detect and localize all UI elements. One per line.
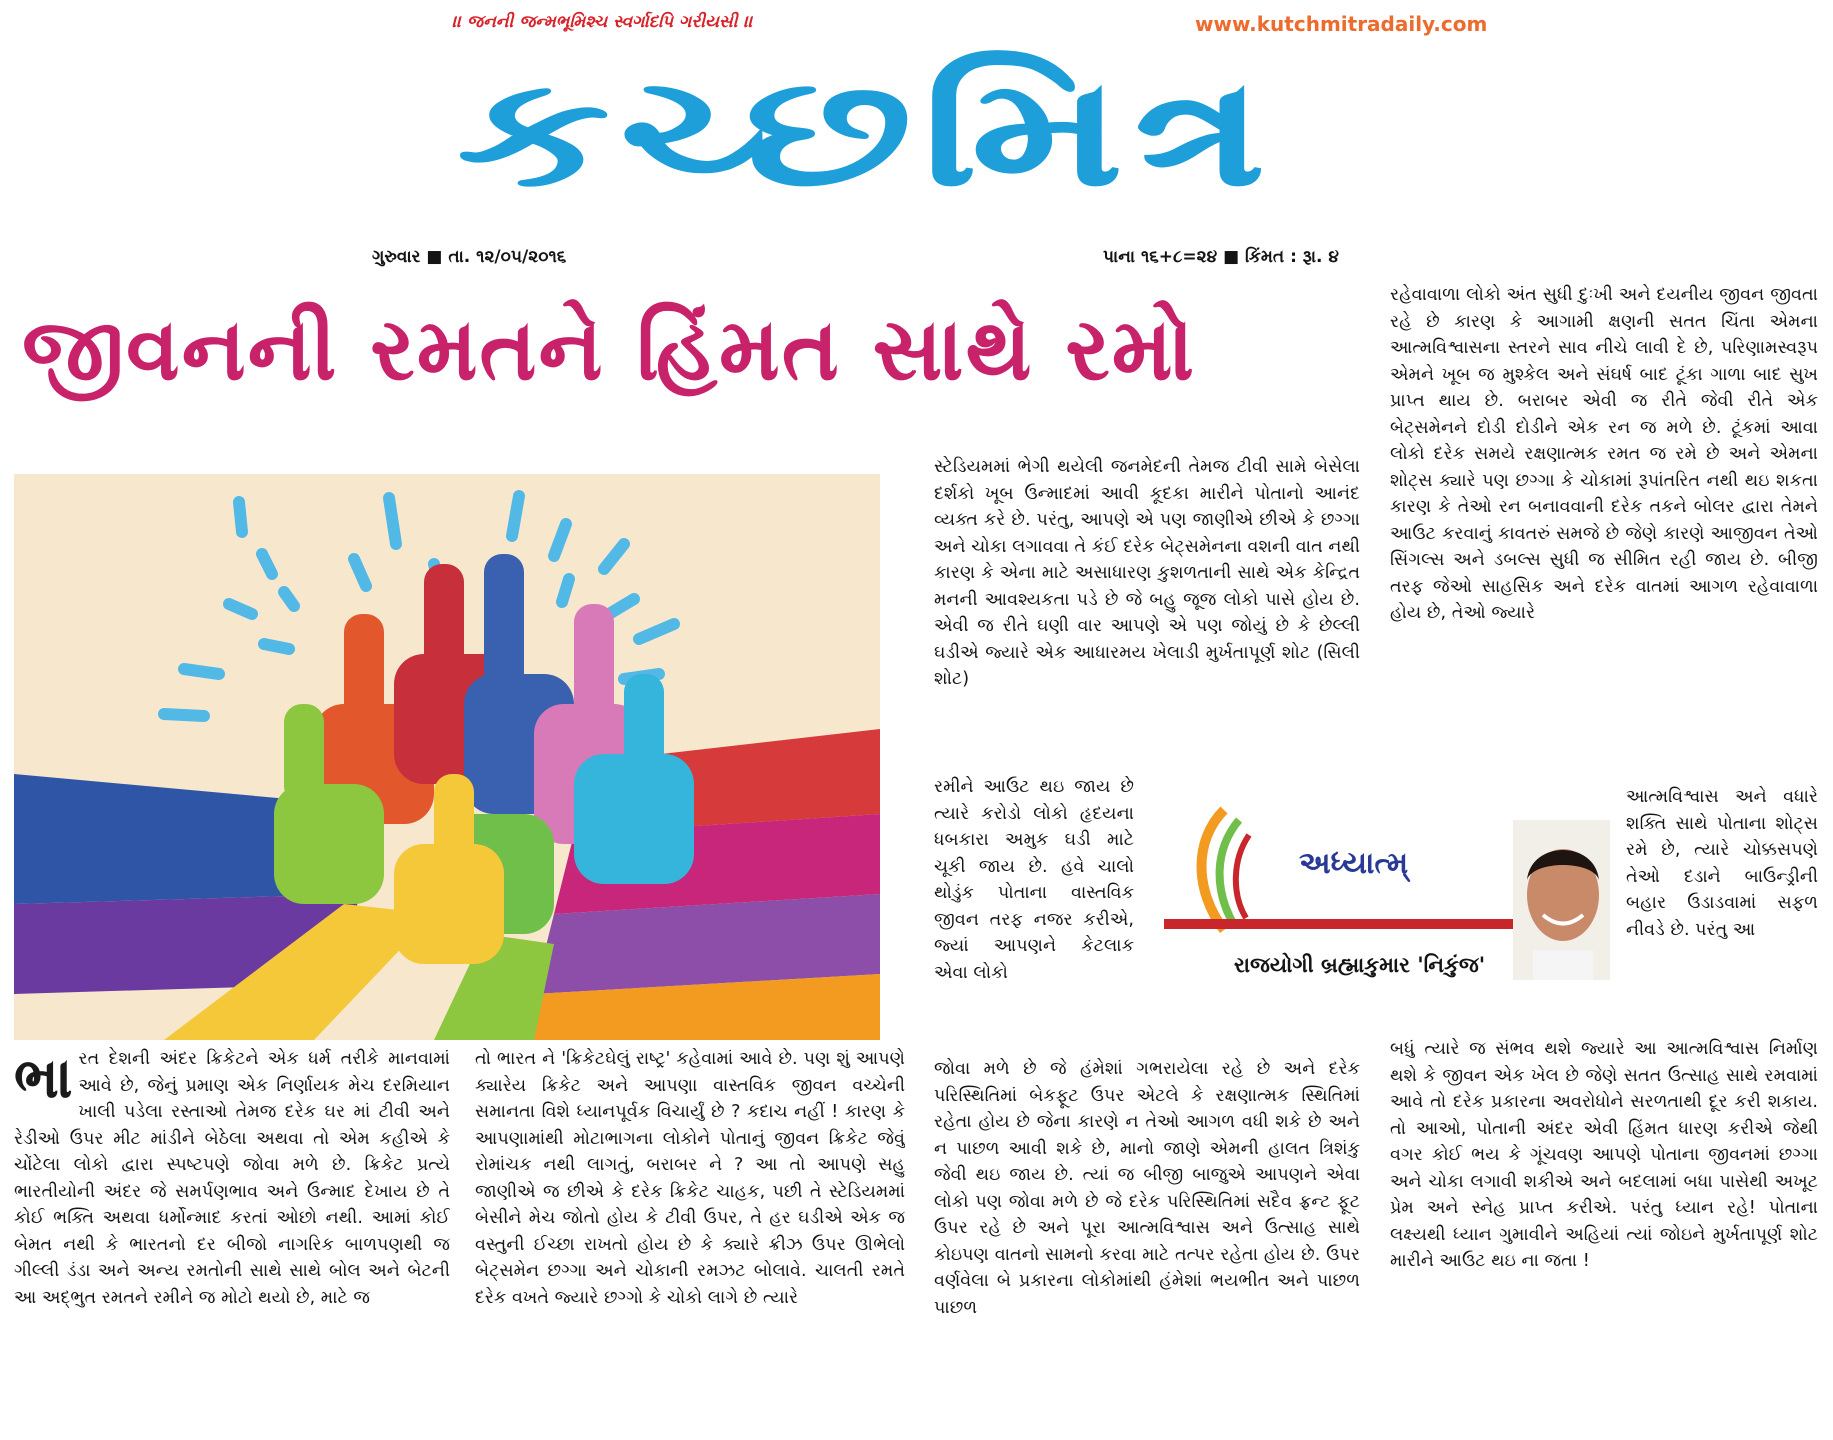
column-2-text: તો ભારત ને 'ક્રિકેટઘેલું રાષ્ટ્ર' કહેવામાં આવે છે. પણ શું આપણે ક્યારેય ક્રિકેટ અને આપણા વાસ્તવિક જીવન વચ્ચેની સમાનતા વિશે ધ્યાનપૂર્વક વિચાર્યું છે ? કદાચ નહીં ! કારણ કે આપણામાંથી મોટાભાગના લોકોને પોતાનું જીવન ક્રિકેટ જેવું રોમાંચક નથી લાગતું, બરાબર ને ? આ તો આપણે સહુ જાણીએ જ છીએ કે દરેક ક્રિકેટ ચાહક, પછી તે સ્ટેડિયમમાં બેસીને મેચ જોતો હોય કે ટીવી ઉપર, તે હર ઘડીએ એક જ વસ્તુની ઈચ્છા રાખતો હોય છે કે ક્યારે ક્રીઝ ઉપર ઊભેલો બેટ્સમેન છગ્ગા અને ચોકાની રમઝટ બોલાવે. ચાલતી રમતે દરેક વખતે જ્યારે છગ્ગો કે ચોકો લાગે છે ત્યારે	[475, 1049, 905, 1308]
section-divider	[1164, 919, 1516, 929]
logo-wordmark: કચ્છમિત્ર	[456, 46, 1276, 220]
thumbs-up-illustration	[14, 474, 880, 1040]
column-1-text: રત દેશની અંદર ક્રિકેટને એક ધર્મ તરીકે માનવામાં આવે છે, જેનું પ્રમાણ એક નિર્ણાયક મેચ દરમિયાન ખાલી પડેલા રસ્તાઓ તેમજ દરેક ઘર માં ટીવી અને રેડીઓ ઉપર મીટ માંડીને બેઠેલા અથવા તો એમ કહીએ કે ચોંટેલા લોકો દ્વારા સ્પષ્ટપણે જોવા મળે છે. ક્રિકેટ પ્રત્યે ભારતીયોની અંદર જે સમર્પણભાવ અને ઉન્માદ દેખાય છે તે કોઈ ભક્તિ અથવા ધર્મોન્માદ કરતાં ઓછો નથી. આમાં કોઈ બેમત નથી કે ભારતનો દર બીજો નાગરિક બાળપણથી જ ગીલ્લી ડંડા અને અન્ય રમતોની સાથે સાથે બોલ અને બેટની આ અદ્ભુત રમતને રમીને જ મોટો થયો છે, માટે જ	[14, 1049, 450, 1308]
article-column-3-bottom	[934, 1056, 1360, 1436]
column-3-top-text: સ્ટેડિયમમાં ભેગી થયેલી જનમેદની તેમજ ટીવી સામે બેસેલા દર્શકો ખૂબ ઉન્માદમાં આવી કૂદકા મારીને પોતાનો આનંદ વ્યક્ત કરે છે. પરંતુ, આપણે એ પણ જાણીએ છીએ કે છગ્ગા અને ચોકા લગાવવા તે કંઈ દરેક બેટ્સમેનના વશની વાત નથી કારણ કે એના માટે અસાધારણ કુશળતાની સાથે એક કેન્દ્રિત મનની આવશ્યકતા પડે છે જે બહુ જૂજ લોકો પાસે હોય છે. એવી જ રીતે ઘણી વાર આપણે એ પણ જોયું છે કે છેલ્લી ઘડીએ જ્યારે એક આધારમય ખેલાડી મુર્ખતાપૂર્ણ શોટ (સિલી શોટ)	[934, 457, 1360, 689]
column-4-top-text: રહેવાવાળા લોકો અંત સુધી દુઃખી અને દયનીય જીવન જીવતા રહે છે કારણ કે આગામી ક્ષણની સતત ચિંતા એમના આત્મવિશ્વાસના સ્તરને સાવ નીચે લાવી દે છે, પરિણામસ્વરૂપ એમને ખૂબ જ મુશ્કેલ અને સંઘર્ષ બાદ ટૂંકા ગાળા બાદ સુખ પ્રાપ્ત થાય છે. બરાબર એવી જ રીતે જેવી રીતે એક બેટ્સમેનને દોડી દોડીને એક રન જ મળે છે. ટૂંકમાં આવા લોકો દરેક સમયે રક્ષણાત્મક રમત જ રમે છે અને એમના શોટ્સ ક્યારે પણ છગ્ગા કે ચોકામાં રૂપાંતરિત નથી થઇ શકતા કારણ કે તેઓ રન બનાવવાની દરેક તકને બોલર દ્વારા તેમને આઉટ કરવાનું કાવતરું સમજે છે જેણે કારણે આજીવન તેઓ સિંગલ્સ અને ડબલ્સ સુધી જ સીમિત રહી જાય છે. બીજી તરફ જેઓ સાહસિક અને દરેક વાતમાં આગળ રહેવાવાળા હોય છે, તેઓ જ્યારે	[1390, 285, 1818, 623]
website-url[interactable]: www.kutchmitradaily.com	[1195, 12, 1488, 36]
article-column-3-top	[934, 454, 1360, 772]
dropcap: ભા	[14, 1046, 73, 1111]
article-headline: જીવનની રમતને હિંમત સાથે રમો	[22, 300, 1197, 400]
column-4-bottom-text: બધું ત્યારે જ સંભવ થશે જ્યારે આ આત્મવિશ્વાસ નિર્માણ થશે કે જીવન એક ખેલ છે જેણે સતત ઉત્સાહ સાથે રમવામાં આવે તો દરેક પ્રકારના અવરોધોને સરળતાથી દૂર કરી શકાય. તો આઓ, પોતાની અંદર એવી હિંમત ધારણ કરીએ જેથી વગર કોઈ ભય કે ગૂંચવણ આપણે પોતાના જીવનમાં છગ્ગા અને ચોકા લગાવી શકીએ અને બદલામાં બધા પાસેથી અખૂટ પ્રેમ અને સ્નેહ પ્રાપ્ત કરીએ. પરંતુ ધ્યાન રહે! પોતાના લક્ષ્યથી ધ્યાન ગુમાવીને અહિયાં ત્યાં જોઇને મુર્ખતાપૂર્ણ શોટ મારીને આઉટ થઇ ના જતા !	[1390, 1039, 1818, 1271]
section-title: અધ્યાત્મ્	[1299, 846, 1409, 881]
article-column-4-top	[1390, 282, 1818, 782]
masthead-motto: ।। જનની જન્મભૂમિશ્ચ સ્વર્ગાદપિ ગરીયસી ।।	[452, 12, 753, 32]
article-column-4-narrow	[1626, 784, 1818, 1034]
column-4-narrow-text: આત્મવિશ્વાસ અને વધારે શક્તિ સાથે પોતાના શોટ્સ રમે છે, ત્યારે ચોક્કસપણે તેઓ દડાને બાઉન્ડ્રીની બહાર ઉડાડવામાં સફળ નીવડે છે. પરંતુ આ	[1626, 787, 1818, 940]
hands-thumbs-up-icon	[14, 474, 880, 1040]
author-byline: રાજયોગી બ્રહ્માકુમાર 'નિકુંજ'	[1234, 953, 1486, 977]
pages-and-price: પાના ૧૬+૮=૨૪ ■ કિંમત : રૂા. ૪	[1103, 247, 1339, 267]
article-column-3-narrow	[934, 774, 1134, 1052]
author-portrait-icon	[1513, 820, 1610, 980]
author-photo	[1513, 820, 1610, 980]
column-3-bottom-text: જોવા મળે છે જે હંમેશાં ગભરાયેલા રહે છે અને દરેક પરિસ્થિતિમાં બેકફૂટ ઉપર એટલે કે રક્ષણાત્મક સ્થિતિમાં રહેતા હોય છે જેના કારણે ન તેઓ આગળ વધી શકે છે અને ન પાછળ આવી શકે છે, માનો જાણે એમની હાલત ત્રિશંકુ જેવી થઇ જાય છે. ત્યાં જ બીજી બાજુએ આપણને એવા લોકો પણ જોવા મળે છે જે દરેક પરિસ્થિતિમાં સદૈવ ફ્રન્ટ ફૂટ ઉપર રહે છે અને પૂરા આત્મવિશ્વાસ અને ઉત્સાહ સાથે કોઇપણ વાતનો સામનો કરવા માટે તત્પર રહેતા હોય છે. ઉપર વર્ણવેલા બે પ્રકારના લોકોમાંથી હંમેશાં ભયભીત અને પાછળ પાછળ	[934, 1059, 1360, 1318]
article-column-4-bottom	[1390, 1036, 1818, 1436]
section-badge	[1164, 800, 1524, 1000]
article-column-1	[14, 1046, 450, 1436]
column-3-narrow-text: રમીને આઉટ થઇ જાય છે ત્યારે કરોડો લોકો હૃદયના ધબકારા અમુક ઘડી માટે ચૂકી જાય છે. હવે ચાલો થોડુંક પોતાના વાસ્તવિક જીવન તરફ નજર કરીએ, જ્યાં આપણને કેટલાક એવા લોકો	[934, 777, 1134, 983]
issue-date: ગુરુવાર ■ તા. ૧૨/૦૫/૨૦૧૬	[372, 247, 567, 267]
newspaper-logo	[370, 40, 1362, 226]
article-column-2	[475, 1046, 905, 1436]
